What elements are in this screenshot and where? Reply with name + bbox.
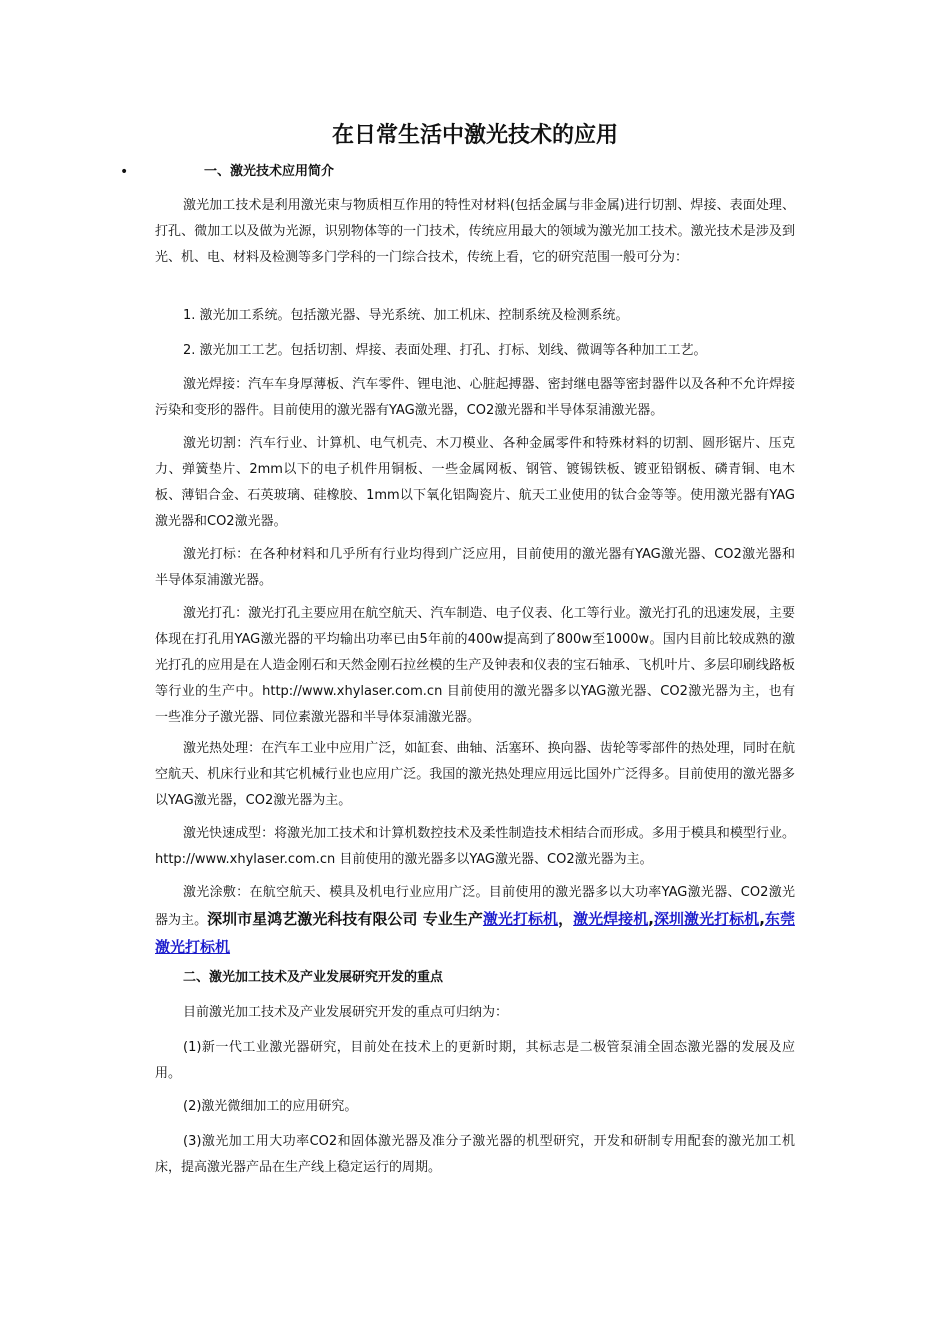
section-2-heading: 二、激光加工技术及产业发展研究开发的重点	[183, 970, 444, 985]
paragraph-marking: 激光打标：在各种材料和几乎所有行业均得到广泛应用，目前使用的激光器有YAG激光器、CO2激光器和半导体泵浦激光器。	[155, 547, 795, 588]
paragraph-welding: 激光焊接：汽车车身厚薄板、汽车零件、锂电池、心脏起搏器、密封继电器等密封器件以及各种不允许焊接污染和变形的器件。目前使用的激光器有YAG激光器，CO2激光器和半导体泵浦激光器。	[155, 377, 795, 418]
paragraph-cutting: 激光切割：汽车行业、计算机、电气机壳、木刀模业、各种金属零件和特殊材料的切割、圆形锯片、压克力、弹簧垫片、2mm以下的电子机件用铜板、一些金属网板、钢管、镀锡铁板、镀亚铅钢板、磷青铜、电木板、薄铝合金、石英玻璃、硅橡胶、1mm以下氧化铝陶瓷片、航天工业使用的钛合金等等。使用激光器有YAG激光器和CO2激光器。	[155, 436, 795, 529]
paragraph-item-1: 1. 激光加工系统。包括激光器、导光系统、加工机床、控制系统及检测系统。	[183, 308, 629, 323]
paragraph-focus-2: (2)激光微细加工的应用研究。	[183, 1099, 358, 1114]
paragraph-heat-treatment: 激光热处理：在汽车工业中应用广泛，如缸套、曲轴、活塞环、换向器、齿轮等零部件的热处理，同时在航空航天、机床行业和其它机械行业也应用广泛。我国的激光热处理应用远比国外广泛得多。目前使用的激光器多以YAG激光器，CO2激光器为主。	[155, 741, 795, 808]
link-laser-marking-machine[interactable]: 激光打标机	[482, 910, 559, 928]
company-name: 深圳市星鸿艺激光科技有限公司 专业生产	[207, 910, 483, 928]
paragraph-rapid-prototyping: 激光快速成型：将激光加工技术和计算机数控技术及柔性制造技术相结合而形成。多用于模具和模型行业。http://www.xhylaser.com.cn 目前使用的激光器多以YAG激光器、CO2激光器为主。	[155, 826, 795, 867]
coating-text: 激光涂敷：在航空航天、模具及机电行业应用广泛。目前使用的激光器多以大功率YAG激光器、CO2激光器为主。	[155, 885, 795, 928]
paragraph-focus-3: (3)激光加工用大功率CO2和固体激光器及准分子激光器的机型研究，开发和研制专用配套的激光加工机床，提高激光器产品在生产线上稳定运行的周期。	[155, 1134, 795, 1175]
paragraph-intro: 激光加工技术是利用激光束与物质相互作用的特性对材料(包括金属与非金属)进行切割、焊接、表面处理、打孔、微加工以及做为光源，识别物体等的一门技术，传统应用最大的领域为激光加工技术。激光技术是涉及到光、机、电、材料及检测等多门学科的一门综合技术，传统上看，它的研究范围一般可分为：	[155, 198, 795, 265]
bullet-icon: •	[120, 164, 129, 180]
paragraph-drilling: 激光打孔：激光打孔主要应用在航空航天、汽车制造、电子仪表、化工等行业。激光打孔的迅速发展，主要体现在打孔用YAG激光器的平均输出功率已由5年前的400w提高到了800w至1000w。国内目前比较成熟的激光打孔的应用是在人造金刚石和天然金刚石拉丝模的生产及钟表和仪表的宝石轴承、飞机叶片、多层印刷线路板等行业的生产中。http://www.xhylaser.com.cn 目前使用的激光器多以YAG激光器、CO2激光器为主，也有一些准分子激光器、同位素激光器和半导体泵浦激光器。	[155, 606, 795, 725]
link-separator: ，	[558, 910, 574, 928]
document-title: 在日常生活中激光技术的应用	[331, 123, 618, 148]
link-separator: ,	[648, 910, 654, 928]
paragraph-coating	[155, 880, 795, 962]
paragraph-item-2: 2. 激光加工工艺。包括切割、焊接、表面处理、打孔、打标、划线、微调等各种加工工艺。	[183, 343, 707, 358]
link-shenzhen-laser-marking-machine[interactable]: 深圳激光打标机	[653, 910, 760, 928]
link-separator: ,	[759, 910, 765, 928]
paragraph-focus-1: (1)新一代工业激光器研究，目前处在技术上的更新时期，其标志是二极管泵浦全固态激光器的发展及应用。	[155, 1040, 795, 1081]
link-laser-welding-machine[interactable]: 激光焊接机	[573, 910, 649, 928]
link-dongguan-laser-marking-machine[interactable]: 东莞激光打标机	[155, 910, 795, 956]
section-1-heading: 一、激光技术应用简介	[204, 164, 335, 179]
paragraph-focus-intro: 目前激光加工技术及产业发展研究开发的重点可归纳为：	[183, 1005, 509, 1020]
